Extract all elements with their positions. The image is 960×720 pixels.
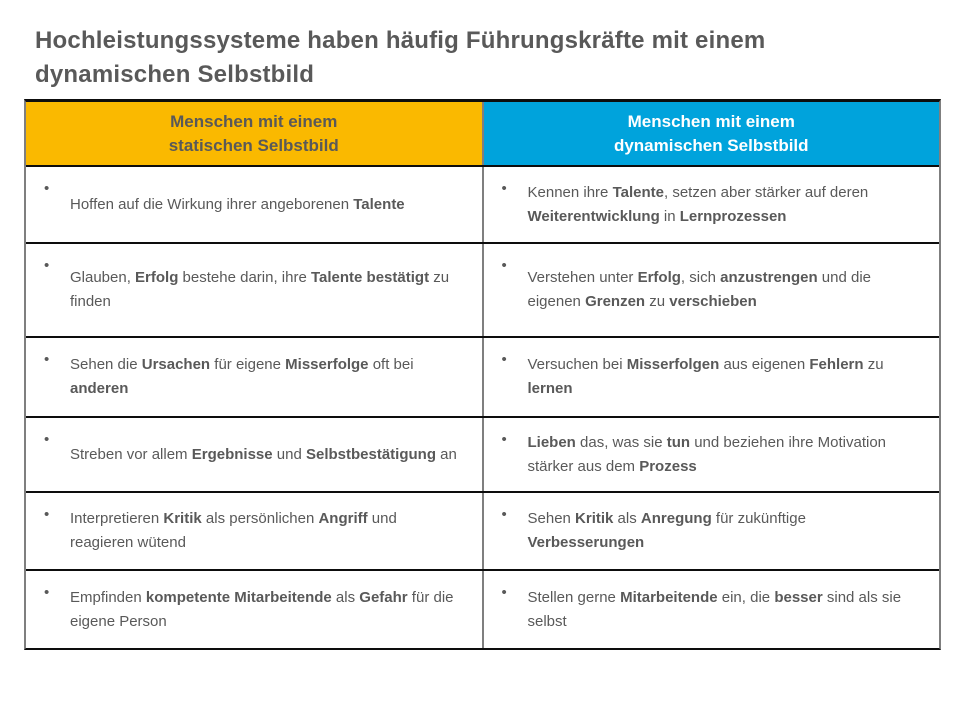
- bullet-icon: •: [501, 351, 507, 368]
- bullet-icon: •: [44, 257, 50, 274]
- bullet-icon: •: [44, 431, 50, 448]
- cell-dynamic: [484, 338, 940, 416]
- header-dynamic-selfimage: [484, 102, 940, 165]
- bullet-text: Versuchen bei Misserfolgen aus eigenen Fehlern zu lernen: [527, 356, 884, 397]
- table-row: [26, 416, 939, 491]
- bullet-icon: •: [501, 584, 507, 601]
- header-static-line1: Menschen mit einem: [170, 111, 338, 131]
- cell-static: [26, 244, 484, 336]
- bullet-icon: •: [501, 506, 507, 523]
- bullet-icon: •: [44, 351, 50, 368]
- bullet-text: Interpretieren Kritik als persönlichen Angriff und reagieren wütend: [70, 510, 397, 551]
- header-static-line2: statischen Selbstbild: [168, 135, 339, 155]
- bullet-text: Sehen die Ursachen für eigene Misserfolge oft bei anderen: [70, 356, 414, 397]
- cell-static: [26, 571, 484, 648]
- slide-title: Hochleistungssysteme haben häufig Führungskräfte mit einem dynamischen Selbstbild: [35, 27, 766, 88]
- table-row: [26, 167, 939, 242]
- table-row: [26, 336, 939, 416]
- header-dynamic-line1: Menschen mit einem: [627, 111, 795, 131]
- cell-static: [26, 418, 484, 491]
- cell-dynamic: [484, 493, 940, 569]
- bullet-text: Verstehen unter Erfolg, sich anzustrengen und die eigenen Grenzen zu verschieben: [527, 269, 872, 310]
- table-row: [26, 569, 939, 648]
- bullet-text: Sehen Kritik als Anregung für zukünftige Verbesserungen: [527, 510, 806, 551]
- table-row: [26, 491, 939, 569]
- bullet-text: Hoffen auf die Wirkung ihrer angeborenen Talente: [70, 195, 405, 213]
- bullet-icon: •: [44, 180, 50, 197]
- bullet-icon: •: [501, 431, 507, 448]
- cell-static: [26, 167, 484, 242]
- bullet-text: Stellen gerne Mitarbeitende ein, die besser sind als sie selbst: [527, 588, 902, 630]
- bullet-icon: •: [501, 180, 507, 197]
- cell-dynamic: [484, 418, 940, 491]
- cell-static: [26, 493, 484, 569]
- header-dynamic-line2: dynamischen Selbstbild: [613, 135, 809, 155]
- bullet-text: Streben vor allem Ergebnisse und Selbstbestätigung an: [70, 445, 457, 463]
- bullet-icon: •: [44, 584, 50, 601]
- bullet-text: Kennen ihre Talente, setzen aber stärker auf deren Weiterentwicklung in Lernprozessen: [527, 183, 869, 225]
- cell-dynamic: [484, 167, 940, 242]
- bullet-text: Lieben das, was sie tun und beziehen ihre Motivation stärker aus dem Prozess: [527, 433, 887, 475]
- bullet-text: Glauben, Erfolg bestehe darin, ihre Talente bestätigt zu finden: [70, 269, 450, 310]
- header-static-selfimage: [26, 102, 484, 165]
- bullet-icon: •: [44, 506, 50, 523]
- table-header-row: [26, 102, 939, 167]
- bullet-icon: •: [501, 257, 507, 274]
- table-row: [26, 242, 939, 336]
- table-body: [26, 167, 939, 648]
- comparison-table: [24, 99, 941, 650]
- cell-dynamic: [484, 244, 940, 336]
- cell-dynamic: [484, 571, 940, 648]
- bullet-text: Empfinden kompetente Mitarbeitende als Gefahr für die eigene Person: [70, 588, 454, 630]
- cell-static: [26, 338, 484, 416]
